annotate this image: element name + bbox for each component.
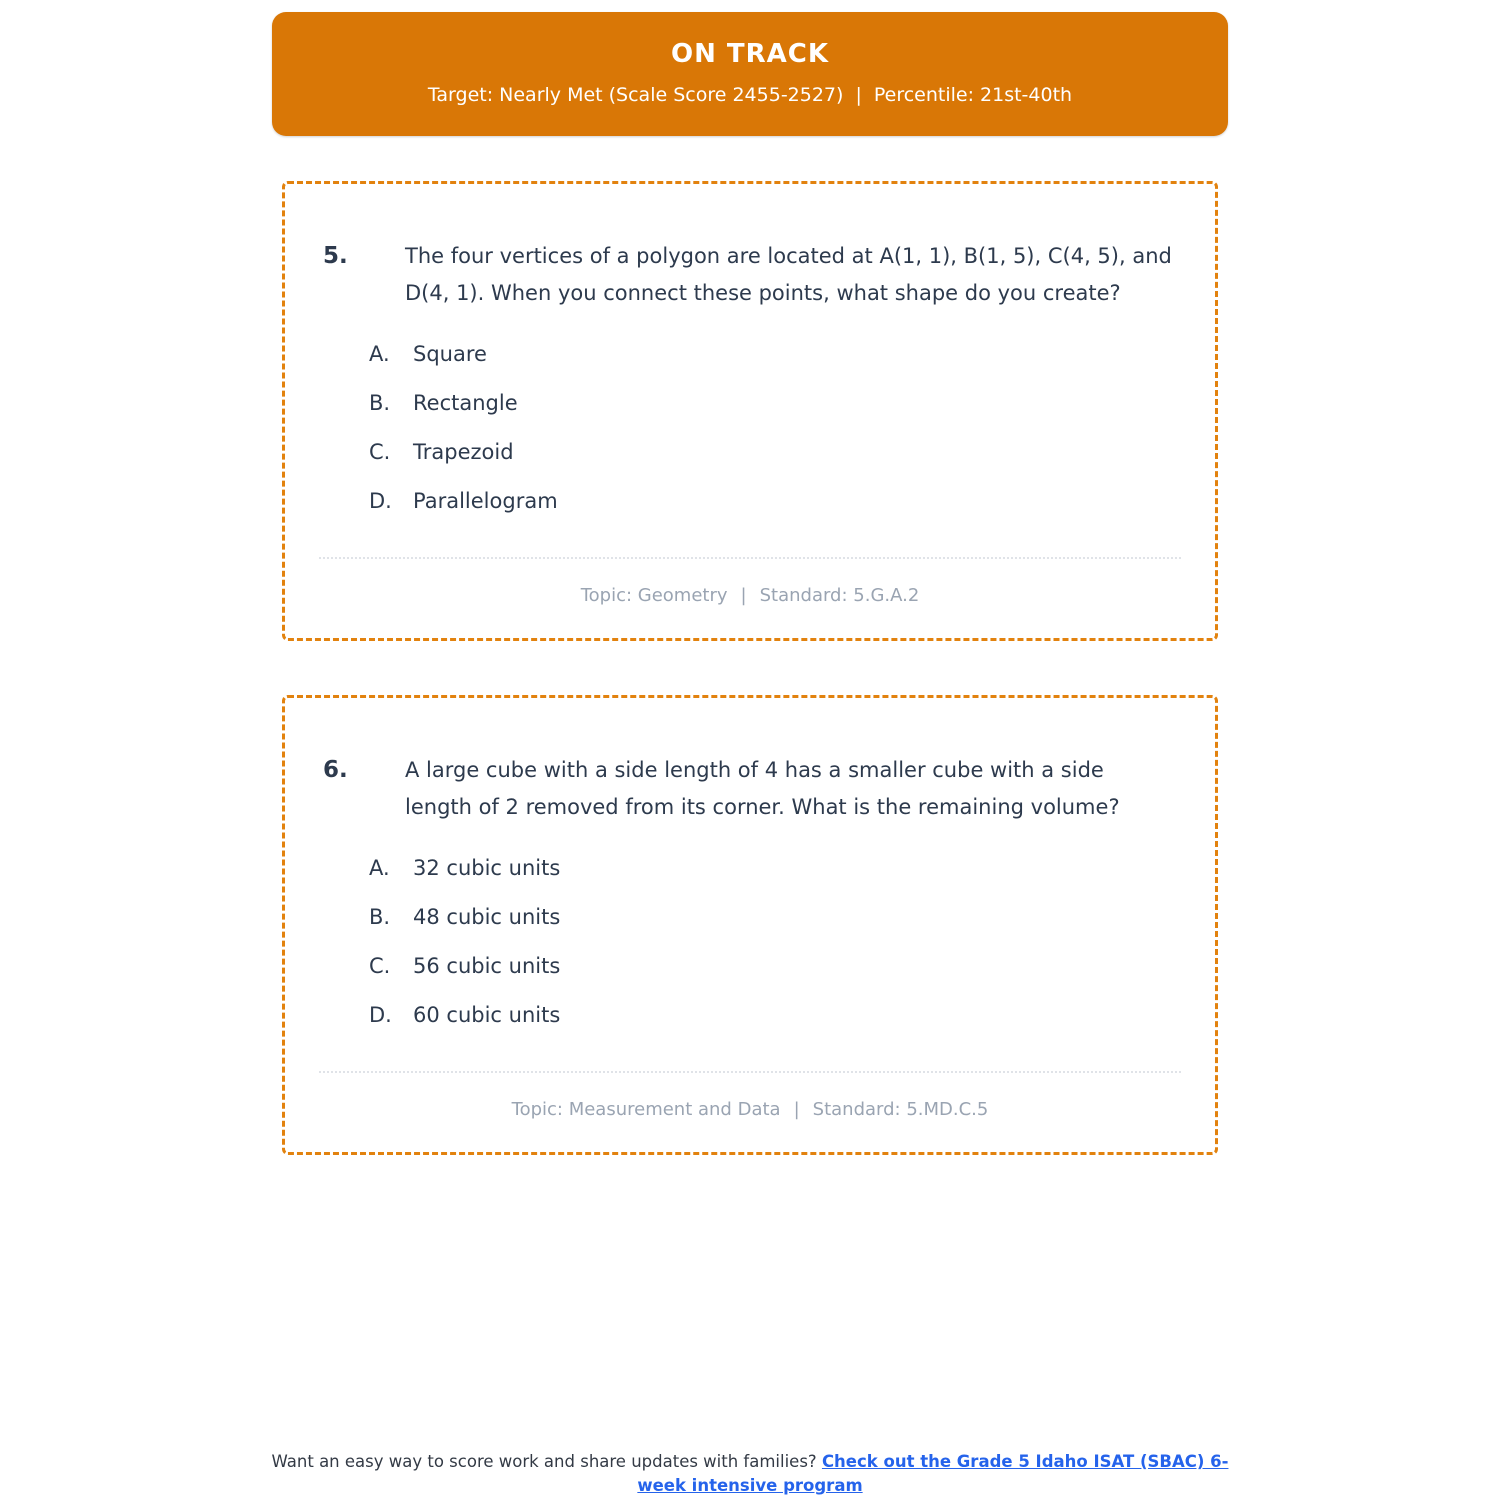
answer-option-b [369, 391, 1181, 415]
question-number: 6. [323, 757, 348, 783]
dotted-divider [319, 1071, 1181, 1073]
answer-option-d [369, 1003, 1181, 1027]
question-card-5 [282, 181, 1218, 641]
answer-option-c [369, 954, 1181, 978]
option-letter: C. [369, 440, 391, 464]
topic-label: Topic: Measurement and Data [511, 1099, 781, 1120]
standard-label: Standard: 5.G.A.2 [759, 585, 920, 606]
dotted-divider [319, 557, 1181, 559]
question-number: 5. [323, 243, 348, 269]
standard-label: Standard: 5.MD.C.5 [812, 1099, 989, 1120]
option-letter: C. [369, 954, 391, 978]
promo-prompt-text: Want an easy way to score work and share updates with families? [271, 1452, 817, 1471]
topic-label: Topic: Geometry [580, 585, 728, 606]
option-letter: A. [369, 856, 390, 880]
answer-option-a [369, 342, 1181, 366]
option-text: Trapezoid [413, 440, 514, 464]
answer-option-b [369, 905, 1181, 929]
question-row [319, 238, 1181, 312]
option-letter: B. [369, 905, 391, 929]
option-letter: D. [369, 1003, 392, 1027]
meta-separator: | [740, 585, 747, 606]
option-letter: A. [369, 342, 390, 366]
answer-option-a [369, 856, 1181, 880]
score-band-banner [272, 12, 1228, 136]
question-row [319, 752, 1181, 826]
promo-footer [270, 1450, 1230, 1498]
option-text: Square [413, 342, 487, 366]
percentile-label: Percentile: 21st-40th [873, 84, 1073, 106]
answer-option-c [369, 440, 1181, 464]
answer-option-d [369, 489, 1181, 513]
target-range-label: Target: Nearly Met (Scale Score 2455-2527) [427, 84, 844, 106]
question-meta [319, 1099, 1181, 1120]
option-letter: B. [369, 391, 391, 415]
option-text: 60 cubic units [413, 1003, 561, 1027]
option-text: Parallelogram [413, 489, 558, 513]
answer-options [319, 856, 1181, 1027]
meta-separator: | [793, 1099, 800, 1120]
question-meta [319, 585, 1181, 606]
option-text: Rectangle [413, 391, 518, 415]
question-text: The four vertices of a polygon are located at A(1, 1), B(1, 5), C(4, 5), and D(4, 1). When you connect these points, what shape do you create? [405, 244, 1172, 305]
option-text: 48 cubic units [413, 905, 561, 929]
subtitle-separator: | [855, 84, 862, 106]
score-band-subtitle [292, 84, 1208, 106]
option-text: 56 cubic units [413, 954, 561, 978]
score-band-title: ON TRACK [670, 39, 830, 69]
question-text: A large cube with a side length of 4 has a smaller cube with a side length of 2 removed from its corner. What is the remaining volume? [405, 758, 1120, 819]
question-card-6 [282, 695, 1218, 1155]
promo-program-link[interactable]: Check out the Grade 5 Idaho ISAT (SBAC) 6-week intensive program [637, 1452, 1229, 1495]
answer-options [319, 342, 1181, 513]
option-text: 32 cubic units [413, 856, 561, 880]
option-letter: D. [369, 489, 392, 513]
